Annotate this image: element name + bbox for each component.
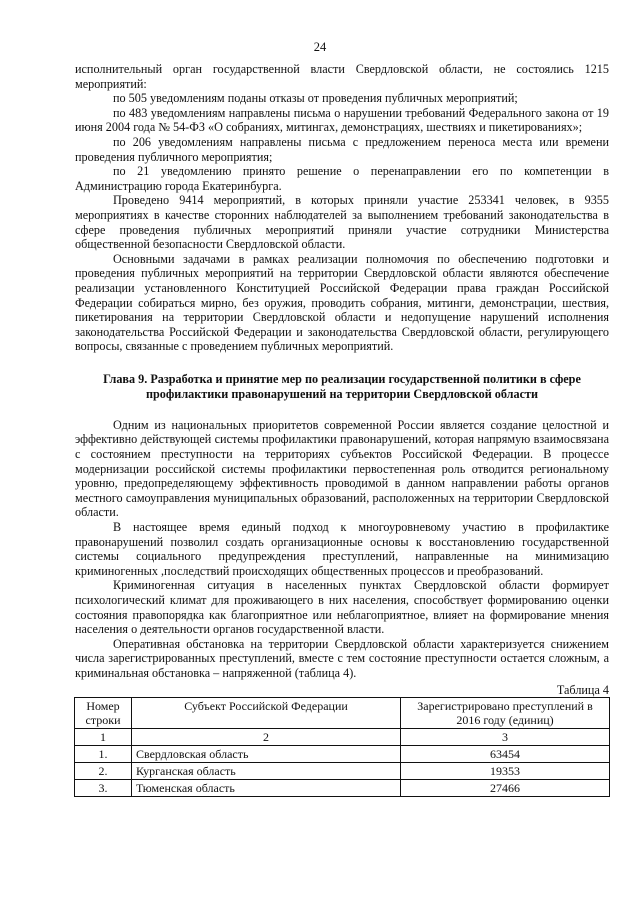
paragraph: Оперативная обстановка на территории Свердловской области характеризуется снижением числа зарегистрированных преступлений, вместе с тем состояние преступности остается сложным, а криминальная обстановка – напряженной (таблица 4). [75, 636, 609, 680]
page-number: 24 [313, 40, 327, 54]
table-row [75, 746, 610, 763]
table-cell: 1 [75, 729, 132, 746]
table-cell: 27466 [401, 780, 610, 797]
chapter-heading: Глава 9. Разработка и принятие мер по реализации государственной политики в сфере профилактики правонарушений на территории Свердловской области [103, 371, 581, 401]
table-cell: 3. [75, 780, 132, 797]
table-cell: 2 [132, 729, 401, 746]
paragraph: по 206 уведомлениям направлены письма с предложением переноса места или времени проведения публичного мероприятия; [75, 134, 609, 164]
table-cell: 19353 [401, 763, 610, 780]
table-header-cell: Субъект Российской Федерации [132, 698, 401, 729]
table-header-row [75, 698, 610, 729]
table-header-cell: Зарегистрировано преступлений в 2016 году (единиц) [401, 698, 610, 729]
table-cell: 63454 [401, 746, 610, 763]
paragraph: Проведено 9414 мероприятий, в которых приняли участие 253341 человек, в 9355 мероприятиях в качестве сторонних наблюдателей за выполнением требований законодательства в сфере проведения публичных мероприятий приняли участие сотрудники Министерства общественной безопасности Свердловской области. [75, 193, 609, 252]
table-caption: Таблица 4 [556, 682, 609, 697]
paragraph: по 483 уведомлениям направлены письма о нарушении требований Федерального закона от 19 июня 2004 года № 54-ФЗ «О собраниях, митингах, демонстрациях, шествиях и пикетированиях»; [75, 105, 609, 135]
table-cell: 2. [75, 763, 132, 780]
paragraph: Основными задачами в рамках реализации полномочия по обеспечению подготовки и проведения публичных мероприятий на территории Свердловской области являются обеспечение реализации установленного Конституцией Российской Федерации права граждан Российской Федерации собираться мирно, без оружия, проводить собрания, митинги, демонстрации, шествия, пикетирования на территории Свердловской области и недопущение нарушений исполнения законодательства Российской Федерации и законодательства Свердловской области, регулирующего вопросы, связанные с проведением публичных мероприятий. [75, 251, 609, 354]
crime-registration-table [74, 697, 610, 797]
paragraph: по 21 уведомлению принято решение о перенаправлении его по компетенции в Администрацию города Екатеринбурга. [75, 164, 609, 193]
table-header-cell: Номер строки [75, 698, 132, 729]
document-body [75, 62, 609, 797]
paragraph: Одним из национальных приоритетов современной России является создание целостной и эффективно действующей системы профилактики правонарушений, которая напрямую взаимосвязана с состоянием преступности на территориях субъектов Российской Федерации. В процессе модернизации российской системы профилактики первостепенная роль отводится региональному уровню, предопределяющему эффективность проводимой в данном направлении работы органов местного самоуправления муниципальных образований, расположенных на территории Свердловской области. [75, 417, 609, 520]
paragraph: Криминогенная ситуация в населенных пунктах Свердловской области формирует психологический климат для проживающего в них населения, способствует формированию оценки состояния правопорядка как благоприятное или неблагоприятное, влияет на формирование мнения населения о деятельности органов государственной власти. [75, 578, 609, 637]
table-row [75, 763, 610, 780]
table-row [75, 780, 610, 797]
table-cell: Тюменская область [132, 780, 401, 797]
paragraph: по 505 уведомлениям поданы отказы от проведения публичных мероприятий; [113, 91, 518, 106]
table-column-number-row [75, 729, 610, 746]
paragraph: В настоящее время единый подход к многоуровневому участию в профилактике правонарушений позволил создать организационные основы к восстановлению государственной системы социального предупреждения преступлений, направленные на минимизацию криминогенных ,последствий происходящих общественных процессов и преобразований. [75, 520, 609, 578]
table-cell: Курганская область [132, 763, 401, 780]
paragraph: исполнительный орган государственной власти Свердловской области, не состоялись 1215 мероприятий: [75, 62, 609, 91]
table-cell: 3 [401, 729, 610, 746]
table-cell: Свердловская область [132, 746, 401, 763]
table-cell: 1. [75, 746, 132, 763]
